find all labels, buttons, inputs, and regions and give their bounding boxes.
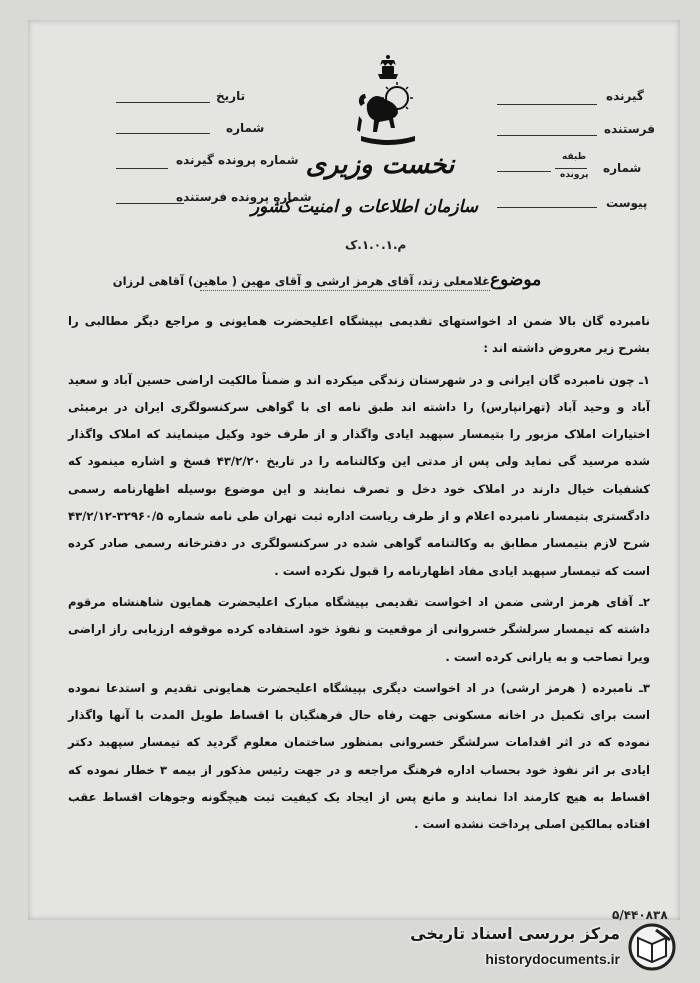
watermark-title: مرکز بررسی اسناد تاریخی xyxy=(410,924,620,943)
archive-book-logo-icon xyxy=(626,922,678,972)
lion-and-sun-emblem-icon xyxy=(353,54,423,154)
body-paragraph-1: ۱ـ چون نامبرده گان ایرانی و در شهرستان زندگی میکرده اند و ضمناً مالکیت اراضی حسین آباد و سعید آباد و وحید آباد (تهرانپارس) را داشته اند طبق نامه ای با گواهی سرکنسولگری ایران در برمبئی اختیارات املاک مزبور را بتیمسار سپهبد ایادی واگذار و از طرف خود وکیل مینمایند که املاک واگذار شده مرسید گی نماید ولی پس از مدتی این وکالتنامه را در تاریخ ۴۳/۲/۲۰ فسخ و اشاره مینمود که کشفیات خیال دارند در املاک خود دخل و تصرف نمایند و این موضوع بوسیله اظهارنامه رسمی دادگستری بتیمسار نامبرده اعلام و از طرف ریاست اداره ثبت تهران طی نامه شماره ۳۲۹۶۰/۵-۴۳/۲/۱۲ شرح لازم بتیمسار مطابق به وکالتنامه گواهی شده در سرکنسولگری در دفترخانه رسمی صادر کرده است که تیمسار سپهبد ایادی مفاد اظهارنامه را قبول نکرده است . xyxy=(68,372,650,578)
recipient-line xyxy=(497,104,597,105)
date-label: تاریخ xyxy=(216,89,246,103)
recipient-file-line xyxy=(116,168,168,169)
left-number-label: شماره xyxy=(226,121,265,135)
reference-code: م.۱.۰.۱.ک xyxy=(345,238,407,252)
right-number-line xyxy=(497,171,551,172)
letterhead-title: نخست وزیری xyxy=(305,150,455,180)
sender-line xyxy=(497,135,597,136)
watermark-url[interactable]: historydocuments.ir xyxy=(485,951,620,967)
number-sub-bottom: پرونده xyxy=(560,170,589,180)
left-number-line xyxy=(116,133,210,134)
body-paragraph-2: ۲ـ آقای هرمز ارشی ضمن اد اخواست تقدیمی بپیشگاه مبارک اعلیحضرت همایون شاهنشاه مرقوم داشته که تیمسار سرلشگر خسروانی از موقعیت و نفوذ خود استفاده کرده موقوفه ارزیابی راز اراضی ویرا تصاحب و به یارانی کرده است . xyxy=(68,594,650,664)
number-sub-top: طبقه xyxy=(562,152,587,162)
right-number-label: شماره xyxy=(603,161,642,175)
body-paragraph-3: ۳ـ نامبرده ( هرمز ارشی) در اد اخواست دیگری بپیشگاه اعلیحضرت همایونی تقدیم و استدعا نموده است برای تکمیل در اخانه مسکونی جهت رفاه حال فرهنگیان با اقساط طویل المدت با آنها واگذار نموده که در اثر اقدامات سرلشگر خسروانی بمنظور ساختمان معلوم گردید که تیمسار سپهبد دکتر ایادی بر اثر نفوذ خود بحساب اداره فرهنگ مراجعه و در جهت رئیس مذکور از بیمه ۳ خطار نموده که اقساط به هیچ کارمند ادا نمایند و مانع پس از ایجاد یک کیفیت ثبت هیچگونه وجوهات اقساط عقب افتاده بمالکین اصلی پرداخت نشده است . xyxy=(68,680,651,832)
recipient-file-label: شماره پرونده گیرنده xyxy=(176,153,299,167)
body-paragraph-intro: نامبرده گان بالا ضمن اد اخواستهای تقدیمی بپیشگاه اعلیحضرت همایونی و مراجع دیگر مطالبی را بشرح زیر معروض داشته اند : xyxy=(68,314,650,356)
recipient-label: گیرنده xyxy=(606,89,644,103)
footer-code: ۵/۴۴۰۸۳۸ xyxy=(612,908,668,922)
attachment-label: پیوست xyxy=(606,196,648,210)
letterhead-subtitle: سازمان اطلاعات و امنیت کشور xyxy=(250,197,478,217)
attachment-line xyxy=(497,207,597,208)
sender-file-label: شماره پرونده فرستنده xyxy=(176,190,312,204)
subject-label: موضوع xyxy=(490,270,542,290)
subject-text: غلامعلی زند، آقای هرمز ارشی و آقای مهین ( ماهین) آقاهی لرزان xyxy=(200,274,490,291)
number-sub-line xyxy=(555,168,587,169)
date-line xyxy=(116,102,210,103)
letter-body xyxy=(68,308,650,843)
watermark[interactable] xyxy=(410,918,682,976)
sender-label: فرستنده xyxy=(604,122,655,136)
sender-file-line xyxy=(116,203,184,204)
